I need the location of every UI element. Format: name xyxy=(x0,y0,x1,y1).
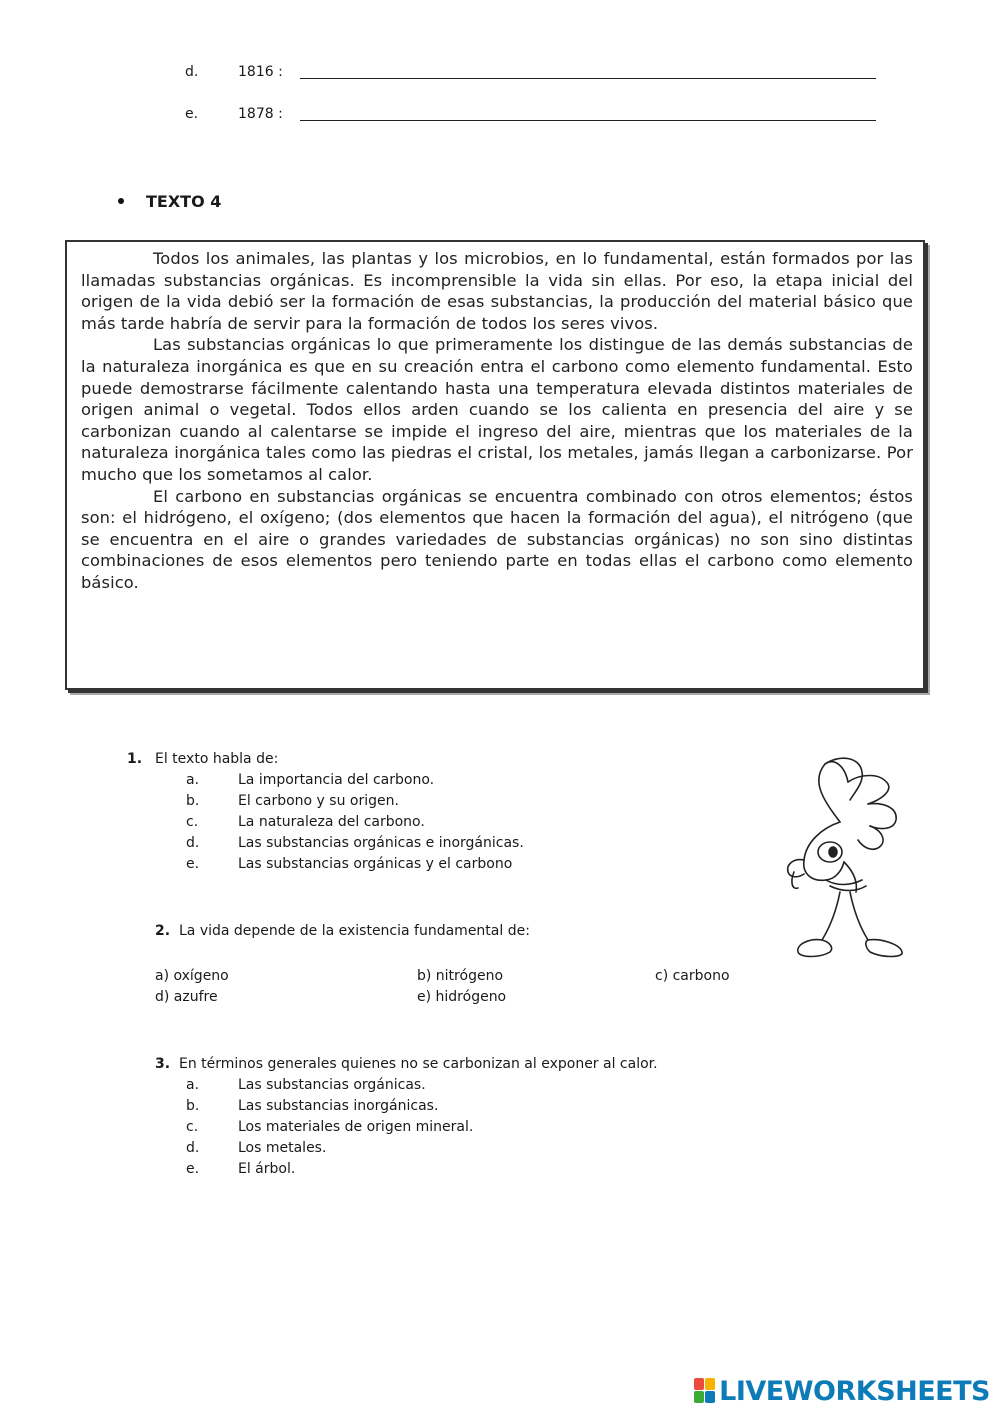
passage-paragraph: Todos los animales, las plantas y los microbios, en lo fundamental, están formados por las llamadas substancias orgánicas. Es incomprensible la vida sin ellas. Por eso, la etapa inicial del origen de la vida debió ser la formación de esas substancias, la producción del material básico que más tarde habría de servir para la formación de todos los seres vivos. xyxy=(81,249,913,333)
option-text: La naturaleza del carbono. xyxy=(238,814,425,830)
liveworksheets-logo[interactable] xyxy=(694,1376,990,1406)
answer-blank-line[interactable] xyxy=(300,120,876,121)
option-text: Las substancias inorgánicas. xyxy=(238,1098,439,1114)
cartoon-bird-illustration xyxy=(770,752,915,962)
option-letter: e. xyxy=(186,856,200,872)
option-letter: a. xyxy=(186,1077,200,1093)
section-heading xyxy=(118,192,221,211)
option-letter: a. xyxy=(186,772,200,788)
option-text: La importancia del carbono. xyxy=(238,772,435,788)
option-letter: b. xyxy=(186,1098,200,1114)
option-text: El árbol. xyxy=(238,1161,296,1177)
question-text: El texto habla de: xyxy=(155,751,279,767)
option-letter: d. xyxy=(186,1140,200,1156)
item-letter: d. xyxy=(185,64,199,80)
question-text: La vida depende de la existencia fundamental de: xyxy=(179,923,530,939)
option-text: Las substancias orgánicas. xyxy=(238,1077,426,1093)
option-c[interactable]: c) carbono xyxy=(655,968,730,984)
item-year: 1878 : xyxy=(238,106,283,122)
question-number: 1. xyxy=(127,751,143,767)
option-e[interactable]: e) hidrógeno xyxy=(417,989,507,1005)
item-year: 1816 : xyxy=(238,64,283,80)
option-letter: c. xyxy=(186,814,199,830)
question-number: 3. xyxy=(155,1056,171,1072)
option-text: Las substancias orgánicas y el carbono xyxy=(238,856,513,872)
section-title: TEXTO 4 xyxy=(146,192,222,211)
item-letter: e. xyxy=(185,106,199,122)
brand-name: LIVEWORKSHEETS xyxy=(719,1375,990,1407)
option-letter: e. xyxy=(186,1161,200,1177)
bullet-icon xyxy=(118,198,124,204)
option-letter: c. xyxy=(186,1119,199,1135)
passage-paragraph: Las substancias orgánicas lo que primeramente los distingue de las demás substancias de la naturaleza inorgánica es que en su creación entra el carbono como elemento fundamental. Esto puede demostrarse fácilmente calentando hasta una temperatura elevada distintos materiales de origen animal o vegetal. Todos ellos arden cuando se los calienta en presencia del aire y se carbonizan cuando al calentarse se impide el ingreso del aire, mientras que los materiales de la naturaleza inorgánica tales como las piedras el cristal, los metales, jamás llegan a carbonizarse. Por mucho que los sometamos al calor. xyxy=(81,335,913,484)
option-text: Las substancias orgánicas e inorgánicas. xyxy=(238,835,524,851)
question-number: 2. xyxy=(155,923,171,939)
option-text: Los materiales de origen mineral. xyxy=(238,1119,474,1135)
option-d[interactable]: d) azufre xyxy=(155,989,218,1005)
option-letter: b. xyxy=(186,793,200,809)
logo-badge-icon xyxy=(694,1378,716,1404)
question-text: En términos generales quienes no se carbonizan al exponer al calor. xyxy=(179,1056,658,1072)
passage-box xyxy=(65,240,925,690)
option-a[interactable]: a) oxígeno xyxy=(155,968,229,984)
option-text: El carbono y su origen. xyxy=(238,793,399,809)
passage-paragraph: El carbono en substancias orgánicas se encuentra combinado con otros elementos; éstos son: el hidrógeno, el oxígeno; (dos elementos que hacen la formación del agua), el nitrógeno (que se encuentra en el aire o grandes variedades de substancias orgánicas) no son sino distintas combinaciones de esos elementos pero teniendo parte en todas ellas el carbono como elemento básico. xyxy=(81,486,913,592)
option-letter: d. xyxy=(186,835,200,851)
answer-blank-line[interactable] xyxy=(300,78,876,79)
option-text: Los metales. xyxy=(238,1140,327,1156)
option-b[interactable]: b) nitrógeno xyxy=(417,968,504,984)
